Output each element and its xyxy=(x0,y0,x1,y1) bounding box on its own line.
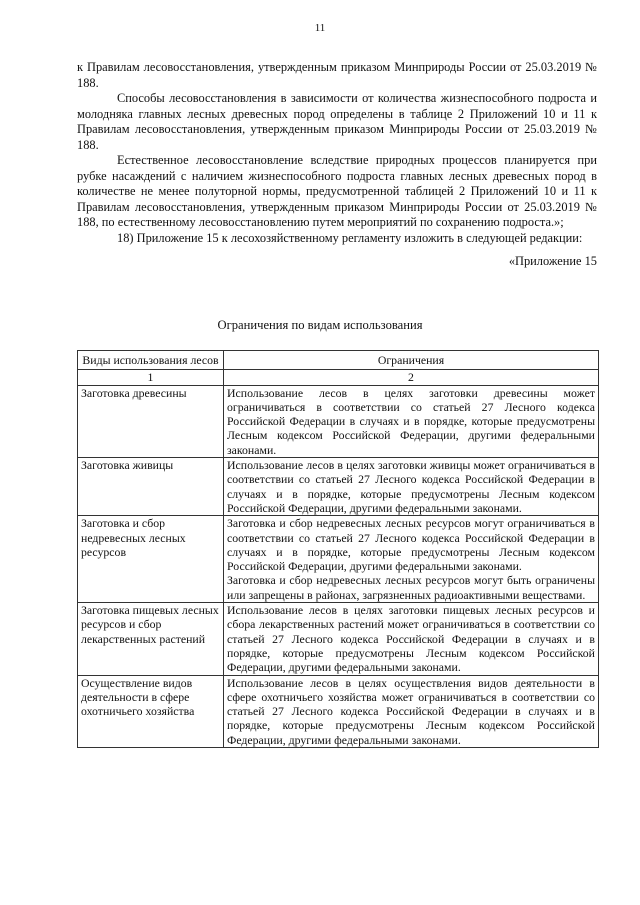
table-row xyxy=(78,458,599,516)
usage-type-cell: Осуществление видов деятельности в сфере охотничьего хозяйства xyxy=(78,675,224,747)
restriction-cell xyxy=(224,458,599,516)
table-row xyxy=(78,516,599,603)
appendix-label: «Приложение 15 xyxy=(508,254,597,268)
restriction-text: Заготовка и сбор недревесных лесных ресурсов могут быть ограничены или запрещены в районах, загрязненных радиоактивными веществами. xyxy=(227,573,595,602)
restriction-cell xyxy=(224,516,599,603)
table-row xyxy=(78,385,599,457)
document-body xyxy=(77,60,597,270)
restriction-cell xyxy=(224,675,599,747)
restriction-text: Использование лесов в целях осуществления видов деятельности в сфере охотничьего хозяйства может ограничиваться в соответствии со статьей 27 Лесного кодекса Российской Федерации в случаях и в порядке, которые предусмотрены Лесным кодексом Российской Федерации, другими федеральными законами. xyxy=(227,675,595,747)
restriction-text: Использование лесов в целях заготовки пищевых лесных ресурсов и сбора лекарственных растений может ограничиваться в соответствии со статьей 27 Лесного кодекса Российской Федерации в случаях и в порядке, которые предусмотрены Лесным кодексом Российской Федерации, другими федеральными законами. xyxy=(227,603,595,675)
column-number: 2 xyxy=(224,370,599,385)
usage-type-cell: Заготовка живицы xyxy=(78,458,224,516)
paragraph: к Правилам лесовосстановления, утвержденным приказом Минприроды России от 25.03.2019 № 188. xyxy=(77,60,597,90)
restriction-cell xyxy=(224,603,599,675)
table-title: Ограничения по видам использования xyxy=(217,318,423,332)
column-number-row xyxy=(78,370,599,385)
table-row xyxy=(78,675,599,747)
paragraph: Способы лесовосстановления в зависимости от количества жизнеспособного подроста и молодняка главных лесных древесных пород определены в таблице 2 Приложений 10 и 11 к Правилам лесовосстановления, утвержденным приказом Минприроды России от 25.03.2019 № 188. xyxy=(77,91,597,152)
usage-type-cell: Заготовка пищевых лесных ресурсов и сбор лекарственных растений xyxy=(78,603,224,675)
column-header-restrictions: Ограничения xyxy=(224,351,599,370)
table-header-row xyxy=(78,351,599,370)
usage-type-cell: Заготовка древесины xyxy=(78,385,224,457)
restriction-cell xyxy=(224,385,599,457)
paragraph: 18) Приложение 15 к лесохозяйственному регламенту изложить в следующей редакции: xyxy=(117,230,583,245)
table-row xyxy=(78,603,599,675)
paragraph: Естественное лесовосстановление вследствие природных процессов планируется при рубке насаждений с наличием жизнеспособного подроста главных лесных древесных пород в количестве не менее полуторной нормы, предусмотренной таблицей 2 Приложений 10 и 11 к Правилам лесовосстановления, утвержденным приказом Минприроды России от 25.03.2019 № 188, по естественному лесовосстановлению путем мероприятий по сохранению подроста.»; xyxy=(77,153,597,229)
restriction-text: Использование лесов в целях заготовки древесины может ограничиваться в соответствии со статьей 27 Лесного кодекса Российской Федерации в случаях и в порядке, которые предусмотрены Лесным кодексом Российской Федерации, другими федеральными законами. xyxy=(227,385,595,457)
column-header-usage-type: Виды использования лесов xyxy=(78,351,224,370)
restrictions-table xyxy=(77,350,599,748)
restriction-text: Использование лесов в целях заготовки живицы может ограничиваться в соответствии со статьей 27 Лесного кодекса Российской Федерации в случаях и в порядке, которые предусмотрены Лесным кодексом Российской Федерации, другими федеральными законами. xyxy=(227,458,595,515)
usage-type-cell: Заготовка и сбор недревесных лесных ресурсов xyxy=(78,516,224,603)
column-number: 1 xyxy=(78,370,224,385)
restriction-text: Заготовка и сбор недревесных лесных ресурсов могут ограничиваться в соответствии со статьей 27 Лесного кодекса Российской Федерации в случаях и в порядке, которые предусмотрены Лесным кодексом Российской Федерации, другими федеральными законами. xyxy=(227,516,595,574)
page-number: 11 xyxy=(314,22,326,34)
